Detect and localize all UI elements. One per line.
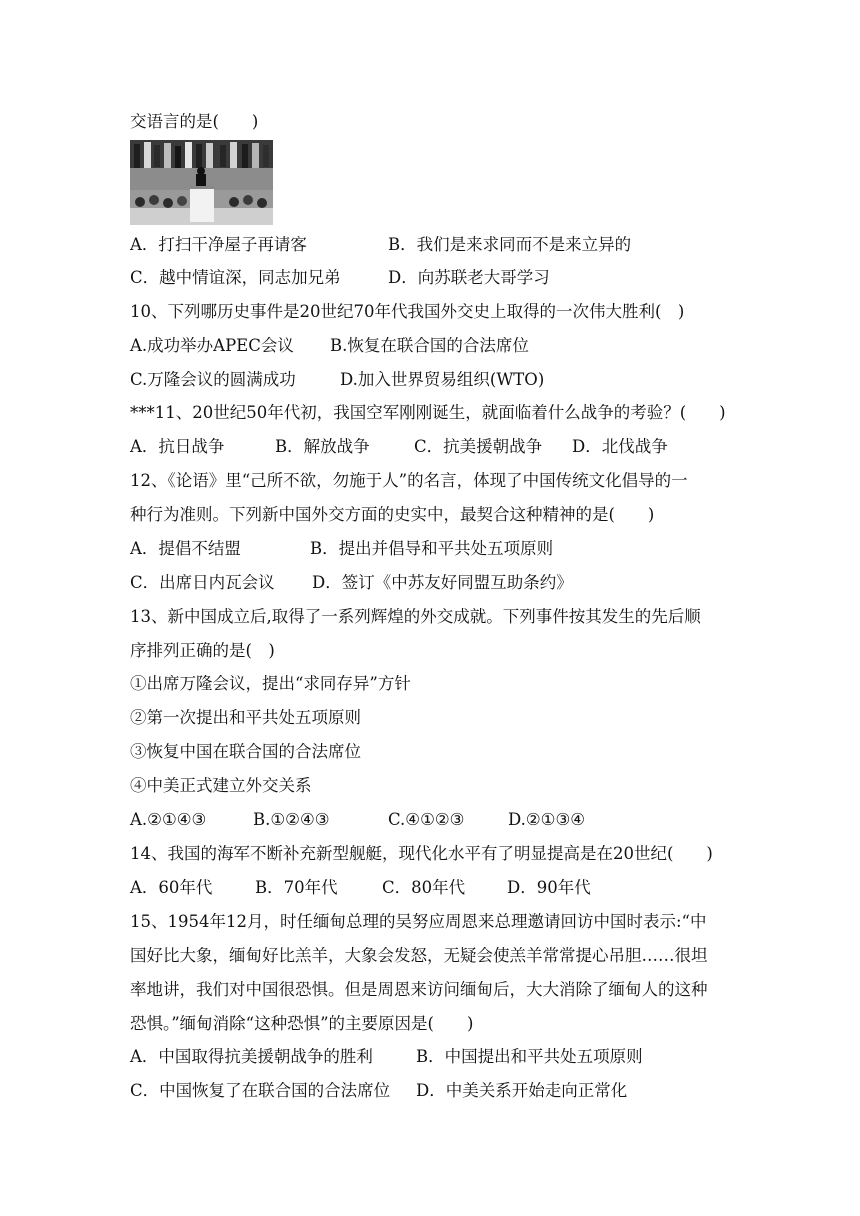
q13-option-d: D.②①③④ xyxy=(508,810,586,829)
q9-option-c: C．越中情谊深，同志加兄弟 xyxy=(130,268,341,287)
q13-stem-line1: 13、新中国成立后,取得了一系列辉煌的外交成就。下列事件按其发生的先后顺 xyxy=(130,607,701,626)
q15-stem-line4: 恐惧。”缅甸消除“这种恐惧”的主要原因是( ) xyxy=(130,1014,474,1033)
q13-item-4: ④中美正式建立外交关系 xyxy=(130,776,312,795)
q10-option-a: A.成功举办APEC会议 xyxy=(130,336,294,355)
q11-option-c: C．抗美援朝战争 xyxy=(414,437,543,456)
q9-option-a: A．打扫干净屋子再请客 xyxy=(130,235,307,254)
q12-option-c: C．出席日内瓦会议 xyxy=(130,573,275,592)
q15-option-b: B．中国提出和平共处五项原则 xyxy=(416,1047,643,1066)
q15-stem-line2: 国好比大象，缅甸好比羔羊，大象会发怒，无疑会使羔羊常常提心吊胆……很坦 xyxy=(130,946,708,965)
q14-option-d: D．90年代 xyxy=(507,878,591,897)
q11-option-a: A．抗日战争 xyxy=(130,437,225,456)
q9-stem-tail: 交语言的是( ) xyxy=(130,112,259,131)
q15-stem-line3: 率地讲，我们对中国很恐惧。但是周恩来访问缅甸后，大大消除了缅甸人的这种 xyxy=(130,980,708,999)
q15-option-d: D．中美关系开始走向正常化 xyxy=(416,1081,628,1100)
q9-option-d: D．向苏联老大哥学习 xyxy=(388,268,550,287)
q13-item-1: ①出席万隆会议，提出“求同存异”方针 xyxy=(130,674,411,693)
q12-stem-line2: 种行为准则。下列新中国外交方面的史实中，最契合这种精神的是( ) xyxy=(130,505,655,524)
q10-stem: 10、下列哪历史事件是20世纪70年代我国外交史上取得的一次伟大胜利( ) xyxy=(130,302,685,321)
q13-item-2: ②第一次提出和平共处五项原则 xyxy=(130,708,361,727)
q13-stem-line2: 序排列正确的是( ) xyxy=(130,641,275,660)
conference-photo xyxy=(130,140,273,225)
q14-option-a: A．60年代 xyxy=(130,878,213,897)
q12-option-d: D．签订《中苏友好同盟互助条约》 xyxy=(312,573,573,592)
q12-option-a: A．提倡不结盟 xyxy=(130,539,241,558)
q10-option-c: C.万隆会议的圆满成功 xyxy=(130,370,296,389)
q15-stem-line1: 15、1954年12月，时任缅甸总理的吴努应周恩来总理邀请回访中国时表示:“中 xyxy=(130,912,707,931)
q10-option-d: D.加入世界贸易组织(WTO) xyxy=(340,370,545,389)
q11-option-d: D．北伐战争 xyxy=(572,437,668,456)
q12-option-b: B．提出并倡导和平共处五项原则 xyxy=(310,539,554,558)
q14-option-b: B．70年代 xyxy=(255,878,338,897)
q12-stem-line1: 12、《论语》里“己所不欲，勿施于人”的名言，体现了中国传统文化倡导的一 xyxy=(130,471,688,490)
q11-option-b: B．解放战争 xyxy=(275,437,370,456)
q13-option-c: C.④①②③ xyxy=(388,810,465,829)
q14-option-c: C．80年代 xyxy=(382,878,466,897)
q10-option-b: B.恢复在联合国的合法席位 xyxy=(330,336,529,355)
q13-item-3: ③恢复中国在联合国的合法席位 xyxy=(130,742,361,761)
q13-option-b: B.①②④③ xyxy=(253,810,330,829)
q13-option-a: A.②①④③ xyxy=(130,810,207,829)
q15-option-a: A．中国取得抗美援朝战争的胜利 xyxy=(130,1047,373,1066)
q14-stem: 14、我国的海军不断补充新型舰艇，现代化水平有了明显提高是在20世纪( ) xyxy=(130,844,713,863)
q11-stem: ***11、20世纪50年代初，我国空军刚刚诞生，就面临着什么战争的考验？( ) xyxy=(130,403,726,422)
q15-option-c: C．中国恢复了在联合国的合法席位 xyxy=(130,1081,391,1100)
q9-option-b: B．我们是来求同而不是来立异的 xyxy=(388,235,632,254)
